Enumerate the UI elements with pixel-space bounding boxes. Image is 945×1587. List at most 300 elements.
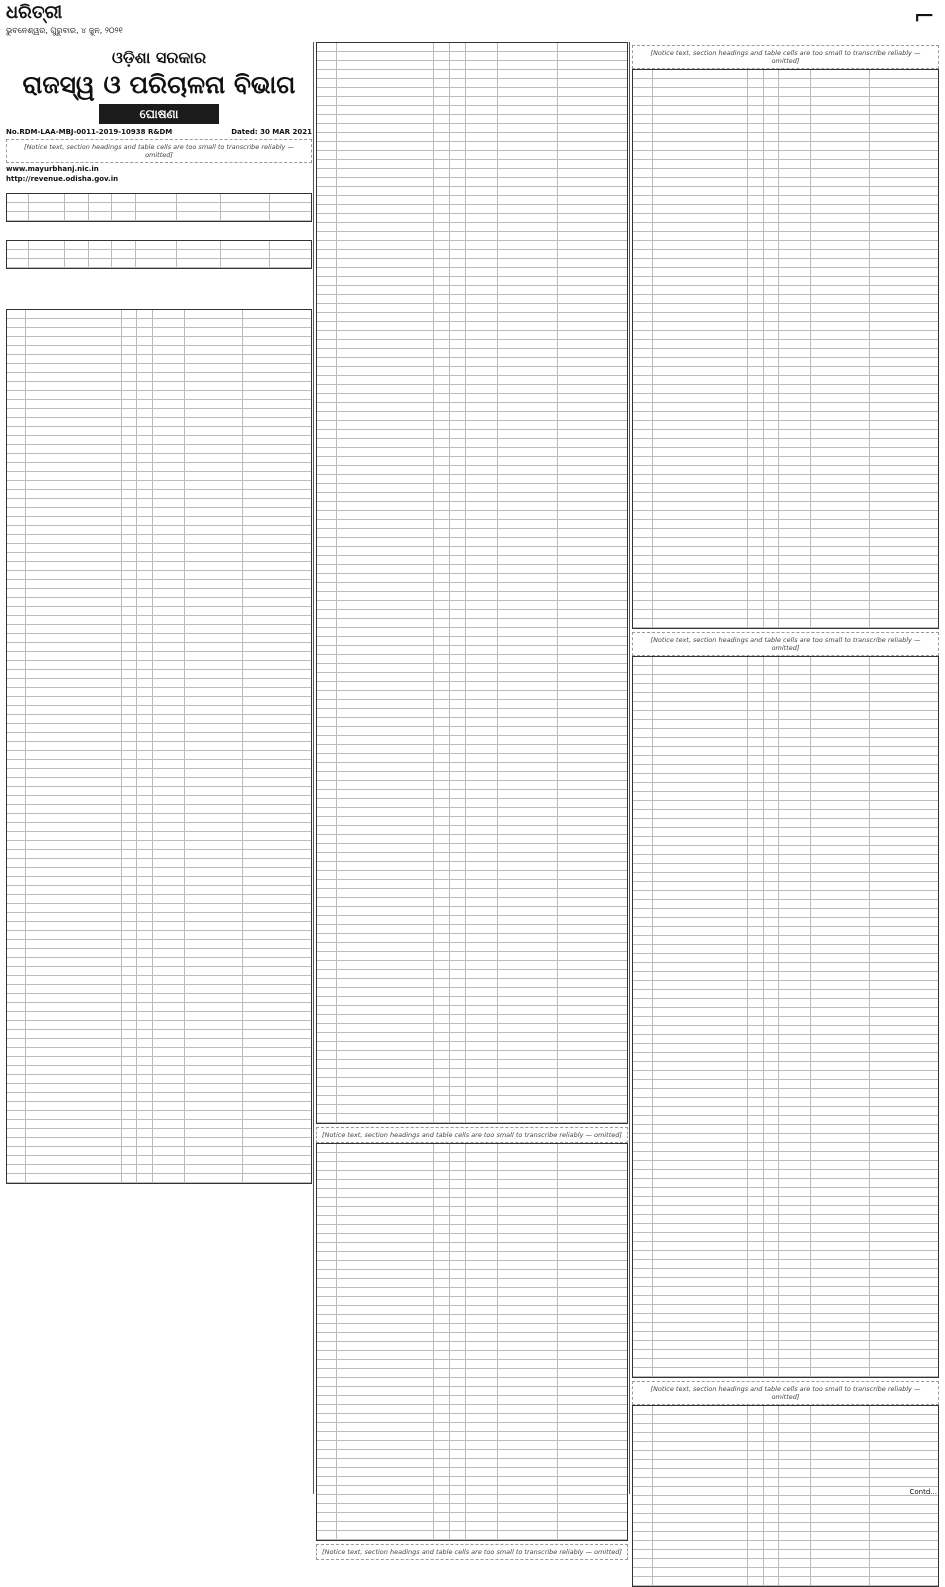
table-cell bbox=[26, 589, 122, 597]
table-cell bbox=[317, 1015, 337, 1023]
table-cell bbox=[558, 556, 627, 564]
table-row bbox=[633, 1341, 938, 1350]
table-row bbox=[317, 1096, 627, 1105]
table-cell bbox=[870, 711, 938, 719]
table-cell bbox=[337, 1153, 434, 1161]
table-cell bbox=[748, 70, 763, 78]
table-cell bbox=[137, 409, 152, 417]
table-cell bbox=[558, 1459, 627, 1467]
table-cell bbox=[811, 1008, 870, 1016]
table-cell bbox=[337, 988, 434, 996]
website-link[interactable]: www.mayurbhanj.nic.in bbox=[6, 165, 99, 173]
table-cell bbox=[811, 88, 870, 96]
table-cell bbox=[779, 900, 811, 908]
table-cell bbox=[764, 1233, 779, 1241]
table-cell bbox=[748, 349, 763, 357]
table-cell bbox=[434, 475, 450, 483]
table-cell bbox=[337, 169, 434, 177]
table-cell bbox=[498, 187, 558, 195]
table-cell bbox=[653, 1260, 749, 1268]
table-cell bbox=[558, 952, 627, 960]
table-cell bbox=[450, 88, 466, 96]
table-cell bbox=[811, 1224, 870, 1232]
table-cell bbox=[7, 976, 26, 984]
table-cell bbox=[185, 949, 244, 957]
table-cell bbox=[317, 799, 337, 807]
table-cell bbox=[811, 196, 870, 204]
table-cell bbox=[498, 718, 558, 726]
table-cell bbox=[558, 1315, 627, 1323]
table-cell bbox=[748, 1505, 763, 1513]
table-cell bbox=[153, 1003, 185, 1011]
table-cell bbox=[26, 715, 122, 723]
table-cell bbox=[811, 70, 870, 78]
table-cell bbox=[764, 169, 779, 177]
table-cell bbox=[450, 1396, 466, 1404]
table-cell bbox=[748, 990, 763, 998]
table-row bbox=[7, 814, 311, 823]
table-cell bbox=[764, 259, 779, 267]
table-cell bbox=[434, 1225, 450, 1233]
table-cell bbox=[450, 538, 466, 546]
table-cell bbox=[870, 1287, 938, 1295]
table-cell bbox=[748, 1350, 763, 1358]
table-cell bbox=[466, 1360, 498, 1368]
table-cell bbox=[243, 1156, 311, 1164]
table-cell bbox=[870, 1062, 938, 1070]
table-cell bbox=[317, 745, 337, 753]
table-cell bbox=[153, 1093, 185, 1101]
table-cell bbox=[498, 1078, 558, 1086]
table-cell bbox=[337, 1441, 434, 1449]
table-row bbox=[633, 702, 938, 711]
table-cell bbox=[7, 958, 26, 966]
table-cell bbox=[558, 277, 627, 285]
table-cell bbox=[466, 1234, 498, 1242]
table-cell bbox=[243, 598, 311, 606]
table-cell bbox=[558, 610, 627, 618]
table-cell bbox=[466, 1522, 498, 1530]
table-cell bbox=[243, 445, 311, 453]
table-cell bbox=[434, 1450, 450, 1458]
table-cell bbox=[337, 70, 434, 78]
table-cell bbox=[7, 212, 29, 220]
table-row bbox=[7, 580, 311, 589]
table-cell bbox=[466, 610, 498, 618]
table-cell bbox=[779, 675, 811, 683]
table-cell bbox=[450, 313, 466, 321]
table-cell bbox=[748, 79, 763, 87]
table-cell bbox=[466, 232, 498, 240]
table-cell bbox=[466, 376, 498, 384]
table-cell bbox=[153, 1075, 185, 1083]
table-cell bbox=[558, 1096, 627, 1104]
table-cell bbox=[337, 655, 434, 663]
table-cell bbox=[243, 526, 311, 534]
table-cell bbox=[466, 187, 498, 195]
table-cell bbox=[558, 1396, 627, 1404]
table-cell bbox=[450, 1387, 466, 1395]
table-cell bbox=[185, 958, 244, 966]
table-row bbox=[633, 1053, 938, 1062]
table-cell bbox=[558, 286, 627, 294]
table-cell bbox=[633, 547, 653, 555]
table-cell bbox=[434, 1162, 450, 1170]
table-cell bbox=[811, 1469, 870, 1477]
table-cell bbox=[122, 949, 137, 957]
table-row bbox=[7, 895, 311, 904]
table-cell bbox=[137, 1093, 152, 1101]
table-cell bbox=[633, 340, 653, 348]
table-cell bbox=[779, 313, 811, 321]
table-cell bbox=[748, 232, 763, 240]
table-cell bbox=[137, 1066, 152, 1074]
table-cell bbox=[498, 214, 558, 222]
table-cell bbox=[748, 124, 763, 132]
table-cell bbox=[450, 1324, 466, 1332]
table-row bbox=[317, 1486, 627, 1495]
table-row bbox=[633, 277, 938, 286]
table-cell bbox=[558, 376, 627, 384]
table-row bbox=[7, 310, 311, 319]
table-cell bbox=[811, 765, 870, 773]
table-cell bbox=[764, 1305, 779, 1313]
table-cell bbox=[122, 985, 137, 993]
table-cell bbox=[450, 682, 466, 690]
table-cell bbox=[498, 259, 558, 267]
table-cell bbox=[466, 1351, 498, 1359]
table-cell bbox=[26, 535, 122, 543]
table-cell bbox=[764, 142, 779, 150]
table-cell bbox=[498, 1495, 558, 1503]
table-cell bbox=[337, 1087, 434, 1095]
table-cell bbox=[748, 1098, 763, 1106]
table-cell bbox=[26, 472, 122, 480]
table-cell bbox=[764, 340, 779, 348]
table-cell bbox=[779, 169, 811, 177]
table-cell bbox=[779, 439, 811, 447]
table-cell bbox=[317, 466, 337, 474]
table-cell bbox=[498, 1015, 558, 1023]
table-cell bbox=[7, 1147, 26, 1155]
table-cell bbox=[779, 990, 811, 998]
table-cell bbox=[764, 223, 779, 231]
table-cell bbox=[779, 556, 811, 564]
table-cell bbox=[434, 1180, 450, 1188]
table-cell bbox=[466, 736, 498, 744]
table-cell bbox=[870, 855, 938, 863]
table-cell bbox=[243, 319, 311, 327]
table-cell bbox=[653, 711, 749, 719]
table-cell bbox=[122, 823, 137, 831]
table-cell bbox=[748, 1017, 763, 1025]
table-cell bbox=[29, 203, 65, 211]
table-row bbox=[633, 1359, 938, 1368]
table-cell bbox=[811, 666, 870, 674]
table-cell bbox=[450, 1243, 466, 1251]
table-cell bbox=[466, 1405, 498, 1413]
table-cell bbox=[811, 945, 870, 953]
table-cell bbox=[811, 142, 870, 150]
table-cell bbox=[779, 79, 811, 87]
table-cell bbox=[7, 1057, 26, 1065]
table-cell bbox=[177, 241, 221, 249]
table-row bbox=[7, 598, 311, 607]
table-row bbox=[317, 1513, 627, 1522]
table-cell bbox=[498, 1288, 558, 1296]
table-cell bbox=[764, 1071, 779, 1079]
table-cell bbox=[779, 1242, 811, 1250]
table-cell bbox=[653, 927, 749, 935]
table-cell bbox=[498, 484, 558, 492]
table-cell bbox=[811, 1152, 870, 1160]
table-cell bbox=[558, 1369, 627, 1377]
table-cell bbox=[337, 484, 434, 492]
table-cell bbox=[748, 457, 763, 465]
table-row bbox=[317, 727, 627, 736]
table-cell bbox=[653, 918, 749, 926]
table-cell bbox=[764, 1460, 779, 1468]
table-cell bbox=[137, 490, 152, 498]
table-cell bbox=[748, 1559, 763, 1567]
table-cell bbox=[870, 846, 938, 854]
table-row bbox=[317, 1225, 627, 1234]
table-cell bbox=[450, 1342, 466, 1350]
table-cell bbox=[7, 1084, 26, 1092]
table-cell bbox=[7, 463, 26, 471]
table-row bbox=[317, 1360, 627, 1369]
table-cell bbox=[811, 376, 870, 384]
table-cell bbox=[137, 373, 152, 381]
table-cell bbox=[764, 1514, 779, 1522]
table-cell bbox=[434, 1234, 450, 1242]
table-cell bbox=[558, 799, 627, 807]
table-cell bbox=[764, 693, 779, 701]
table-cell bbox=[136, 194, 176, 202]
table-row bbox=[317, 349, 627, 358]
table-cell bbox=[633, 1296, 653, 1304]
table-cell bbox=[653, 493, 749, 501]
table-cell bbox=[7, 643, 26, 651]
table-cell bbox=[633, 873, 653, 881]
table-cell bbox=[466, 268, 498, 276]
table-cell bbox=[450, 340, 466, 348]
table-cell bbox=[153, 616, 185, 624]
table-cell bbox=[337, 1387, 434, 1395]
table-cell bbox=[779, 502, 811, 510]
table-cell bbox=[633, 520, 653, 528]
table-cell bbox=[779, 1098, 811, 1106]
table-cell bbox=[870, 313, 938, 321]
table-cell bbox=[243, 1102, 311, 1110]
table-cell bbox=[748, 1487, 763, 1495]
table-cell bbox=[137, 1084, 152, 1092]
table-cell bbox=[317, 790, 337, 798]
table-cell bbox=[633, 286, 653, 294]
table-cell bbox=[633, 358, 653, 366]
table-cell bbox=[185, 445, 244, 453]
table-cell bbox=[153, 364, 185, 372]
table-cell bbox=[558, 349, 627, 357]
table-cell bbox=[870, 160, 938, 168]
table-cell bbox=[317, 1441, 337, 1449]
table-cell bbox=[558, 475, 627, 483]
table-cell bbox=[466, 1198, 498, 1206]
table-cell bbox=[466, 1513, 498, 1521]
table-cell bbox=[811, 1559, 870, 1567]
table-cell bbox=[185, 463, 244, 471]
table-cell bbox=[466, 853, 498, 861]
table-cell bbox=[811, 1197, 870, 1205]
table-cell bbox=[779, 1017, 811, 1025]
table-cell bbox=[466, 97, 498, 105]
table-cell bbox=[243, 1048, 311, 1056]
table-cell bbox=[185, 652, 244, 660]
table-cell bbox=[653, 873, 749, 881]
table-cell bbox=[764, 990, 779, 998]
table-row bbox=[633, 79, 938, 88]
table-row bbox=[317, 475, 627, 484]
table-cell bbox=[811, 1179, 870, 1187]
table-cell bbox=[65, 241, 89, 249]
table-cell bbox=[337, 403, 434, 411]
table-cell bbox=[653, 1305, 749, 1313]
table-cell bbox=[748, 1224, 763, 1232]
table-cell bbox=[748, 583, 763, 591]
table-cell bbox=[653, 1478, 749, 1486]
table-cell bbox=[466, 592, 498, 600]
table-cell bbox=[317, 1024, 337, 1032]
table-cell bbox=[498, 277, 558, 285]
table-cell bbox=[498, 565, 558, 573]
table-cell bbox=[633, 232, 653, 240]
table-cell bbox=[779, 819, 811, 827]
table-row bbox=[317, 610, 627, 619]
table-cell bbox=[137, 886, 152, 894]
table-cell bbox=[633, 702, 653, 710]
table-cell bbox=[779, 774, 811, 782]
table-cell bbox=[633, 250, 653, 258]
table-cell bbox=[558, 1504, 627, 1512]
table-cell bbox=[317, 223, 337, 231]
table-cell bbox=[558, 592, 627, 600]
table-cell bbox=[185, 895, 244, 903]
table-cell bbox=[317, 1306, 337, 1314]
table-cell bbox=[498, 556, 558, 564]
table-cell bbox=[653, 855, 749, 863]
table-cell bbox=[764, 1179, 779, 1187]
table-row bbox=[317, 259, 627, 268]
table-row bbox=[7, 436, 311, 445]
table-cell bbox=[466, 871, 498, 879]
table-cell bbox=[748, 358, 763, 366]
table-cell bbox=[450, 961, 466, 969]
table-cell bbox=[317, 43, 337, 51]
table-cell bbox=[317, 1405, 337, 1413]
table-row bbox=[633, 331, 938, 340]
table-cell bbox=[137, 364, 152, 372]
table-cell bbox=[434, 556, 450, 564]
table-cell bbox=[434, 673, 450, 681]
table-cell bbox=[748, 954, 763, 962]
table-row bbox=[633, 1089, 938, 1098]
table-cell bbox=[653, 783, 749, 791]
table-cell bbox=[748, 520, 763, 528]
table-cell bbox=[26, 823, 122, 831]
table-cell bbox=[137, 670, 152, 678]
table-cell bbox=[764, 556, 779, 564]
table-cell bbox=[137, 1102, 152, 1110]
table-cell bbox=[450, 1180, 466, 1188]
table-cell bbox=[153, 706, 185, 714]
table-cell bbox=[653, 124, 749, 132]
website-link[interactable]: http://revenue.odisha.gov.in bbox=[6, 175, 119, 183]
table-cell bbox=[779, 1161, 811, 1169]
table-cell bbox=[870, 1415, 938, 1423]
table-cell bbox=[466, 493, 498, 501]
table-cell bbox=[26, 904, 122, 912]
table-cell bbox=[811, 1305, 870, 1313]
table-cell bbox=[811, 268, 870, 276]
table-cell bbox=[498, 1096, 558, 1104]
table-cell bbox=[337, 664, 434, 672]
table-cell bbox=[337, 340, 434, 348]
table-cell bbox=[466, 1297, 498, 1305]
table-cell bbox=[633, 331, 653, 339]
table-cell bbox=[653, 972, 749, 980]
table-cell bbox=[498, 1351, 558, 1359]
table-cell bbox=[498, 70, 558, 78]
table-cell bbox=[764, 1469, 779, 1477]
table-cell bbox=[466, 691, 498, 699]
table-row bbox=[317, 1087, 627, 1096]
table-row bbox=[317, 673, 627, 682]
table-cell bbox=[243, 589, 311, 597]
table-cell bbox=[434, 133, 450, 141]
table-cell bbox=[434, 115, 450, 123]
table-row bbox=[7, 535, 311, 544]
table-cell bbox=[870, 88, 938, 96]
table-cell bbox=[185, 661, 244, 669]
table-cell bbox=[748, 313, 763, 321]
table-cell bbox=[558, 916, 627, 924]
table-cell bbox=[450, 349, 466, 357]
table-cell bbox=[870, 1460, 938, 1468]
table-cell bbox=[137, 796, 152, 804]
table-cell bbox=[434, 268, 450, 276]
table-cell bbox=[870, 747, 938, 755]
table-cell bbox=[29, 194, 65, 202]
table-cell bbox=[870, 783, 938, 791]
table-cell bbox=[317, 1189, 337, 1197]
table-cell bbox=[337, 565, 434, 573]
table-cell bbox=[779, 882, 811, 890]
table-cell bbox=[558, 997, 627, 1005]
table-cell bbox=[185, 1111, 244, 1119]
table-cell bbox=[337, 916, 434, 924]
table-cell bbox=[434, 1261, 450, 1269]
table-cell bbox=[633, 1532, 653, 1540]
table-cell bbox=[748, 250, 763, 258]
table-cell bbox=[434, 1144, 450, 1152]
omitted-section-heading: [Notice text, section headings and table cells are too small to transcribe reliably — omitted] bbox=[632, 632, 939, 656]
table-cell bbox=[870, 702, 938, 710]
table-cell bbox=[870, 340, 938, 348]
table-cell bbox=[434, 1441, 450, 1449]
table-cell bbox=[748, 702, 763, 710]
table-cell bbox=[558, 178, 627, 186]
table-cell bbox=[337, 250, 434, 258]
